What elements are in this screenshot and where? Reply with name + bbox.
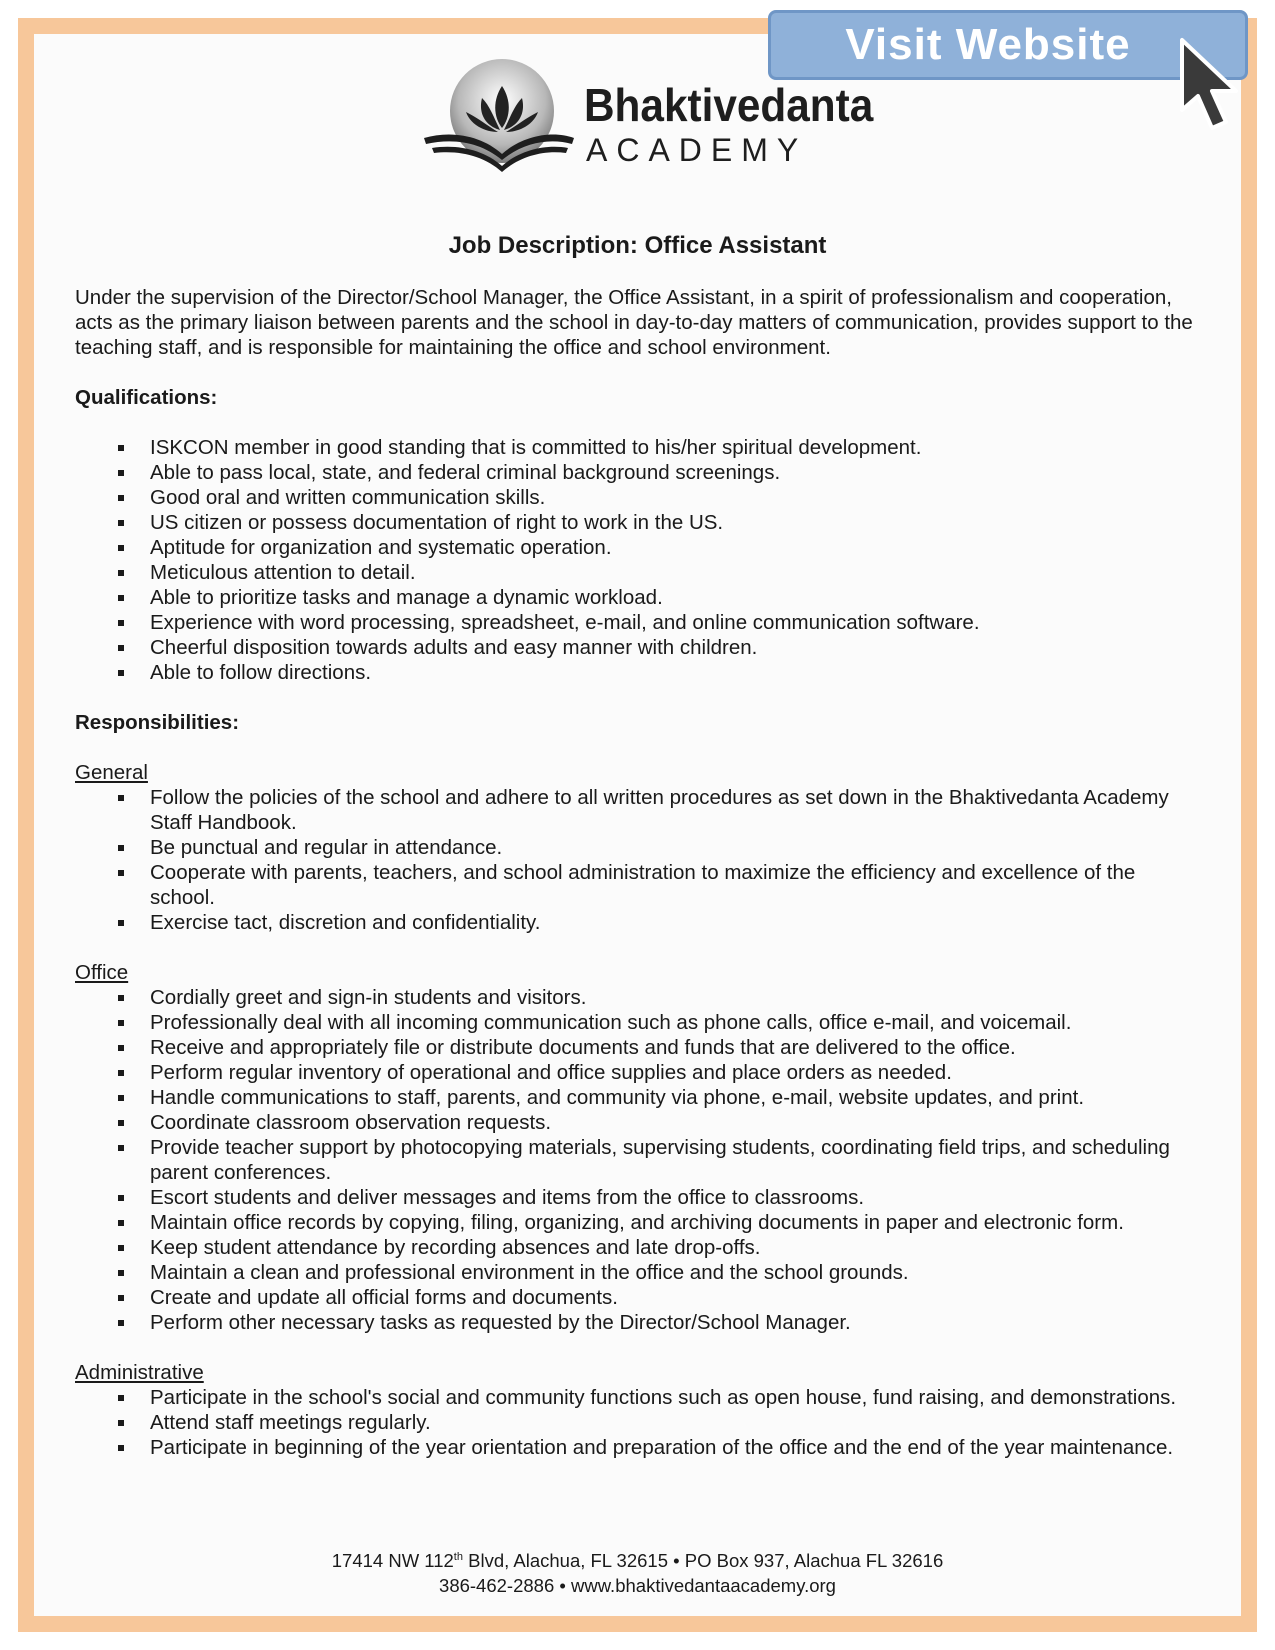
list-item: Coordinate classroom observation requests. — [75, 1110, 1205, 1135]
list-item: Able to follow directions. — [75, 660, 1205, 685]
list-item: Professionally deal with all incoming communication such as phone calls, office e-mail, and voicemail. — [75, 1010, 1205, 1035]
administrative-subheading: Administrative — [75, 1361, 204, 1384]
list-item: Perform other necessary tasks as requested by the Director/School Manager. — [75, 1310, 1205, 1335]
list-item: Good oral and written communication skills. — [75, 485, 1205, 510]
list-item: US citizen or possess documentation of right to work in the US. — [75, 510, 1205, 535]
list-item: Keep student attendance by recording absences and late drop-offs. — [75, 1235, 1205, 1260]
general-subheading: General — [75, 761, 148, 784]
list-item: Be punctual and regular in attendance. — [75, 835, 1205, 860]
lotus-book-logo-icon — [422, 56, 576, 174]
list-item: ISKCON member in good standing that is committed to his/her spiritual development. — [75, 435, 1205, 460]
list-item: Maintain office records by copying, filing, organizing, and archiving documents in paper and electronic form. — [75, 1210, 1205, 1235]
logo-wordmark: Bhaktivedanta — [584, 79, 874, 131]
office-list — [75, 985, 1205, 1335]
address-rest: Blvd, Alachua, FL 32615 • PO Box 937, Alachua FL 32616 — [462, 1550, 944, 1571]
list-item: Aptitude for organization and systematic operation. — [75, 535, 1205, 560]
office-subheading: Office — [75, 961, 129, 984]
footer — [0, 1548, 1275, 1598]
list-item: Receive and appropriately file or distribute documents and funds that are delivered to the office. — [75, 1035, 1205, 1060]
list-item: Maintain a clean and professional environment in the office and the school grounds. — [75, 1260, 1205, 1285]
administrative-list — [75, 1385, 1205, 1460]
list-item: Participate in the school's social and community functions such as open house, fund raising, and demonstrations. — [75, 1385, 1205, 1410]
list-item: Exercise tact, discretion and confidentiality. — [75, 910, 1205, 935]
list-item: Handle communications to staff, parents, and community via phone, e-mail, website updates, and print. — [75, 1085, 1205, 1110]
cursor-arrow-icon — [1176, 36, 1250, 132]
logo-subtitle: ACADEMY — [586, 132, 808, 168]
list-item: Perform regular inventory of operational and office supplies and place orders as needed. — [75, 1060, 1205, 1085]
list-item: Provide teacher support by photocopying materials, supervising students, coordinating field trips, and scheduling parent conferences. — [75, 1135, 1205, 1185]
list-item: Meticulous attention to detail. — [75, 560, 1205, 585]
list-item: Escort students and deliver messages and items from the office to classrooms. — [75, 1185, 1205, 1210]
footer-address — [0, 1548, 1275, 1573]
footer-contact: 386-462-2886 • www.bhaktivedantaacademy.org — [439, 1575, 836, 1596]
visit-website-label: Visit Website — [845, 20, 1131, 69]
page-title: Job Description: Office Assistant — [448, 232, 827, 259]
intro-paragraph: Under the supervision of the Director/School Manager, the Office Assistant, in a spirit of professionalism and cooperation, acts as the primary liaison between parents and the school in day-to-day matters of communication, provides support to the teaching staff, and is responsible for maintaining the office and school environment. — [75, 286, 1193, 359]
list-item: Experience with word processing, spreadsheet, e-mail, and online communication software. — [75, 610, 1205, 635]
general-list — [75, 785, 1205, 935]
list-item: Cheerful disposition towards adults and easy manner with children. — [75, 635, 1205, 660]
list-item: Attend staff meetings regularly. — [75, 1410, 1205, 1435]
address-street: 17414 NW 112 — [331, 1550, 454, 1571]
list-item: Create and update all official forms and documents. — [75, 1285, 1205, 1310]
list-item: Able to pass local, state, and federal criminal background screenings. — [75, 460, 1205, 485]
job-description-body — [75, 285, 1205, 1460]
responsibilities-heading: Responsibilities: — [75, 711, 240, 734]
qualifications-list — [75, 435, 1205, 685]
list-item: Cordially greet and sign-in students and visitors. — [75, 985, 1205, 1010]
list-item: Able to prioritize tasks and manage a dynamic workload. — [75, 585, 1205, 610]
address-ordinal: th — [453, 1550, 463, 1563]
qualifications-heading: Qualifications: — [75, 386, 218, 409]
list-item: Participate in beginning of the year orientation and preparation of the office and the end of the year maintenance. — [75, 1435, 1205, 1460]
list-item: Cooperate with parents, teachers, and school administration to maximize the efficiency and excellence of the school. — [75, 860, 1205, 910]
list-item: Follow the policies of the school and adhere to all written procedures as set down in the Bhaktivedanta Academy Staff Handbook. — [75, 785, 1205, 835]
